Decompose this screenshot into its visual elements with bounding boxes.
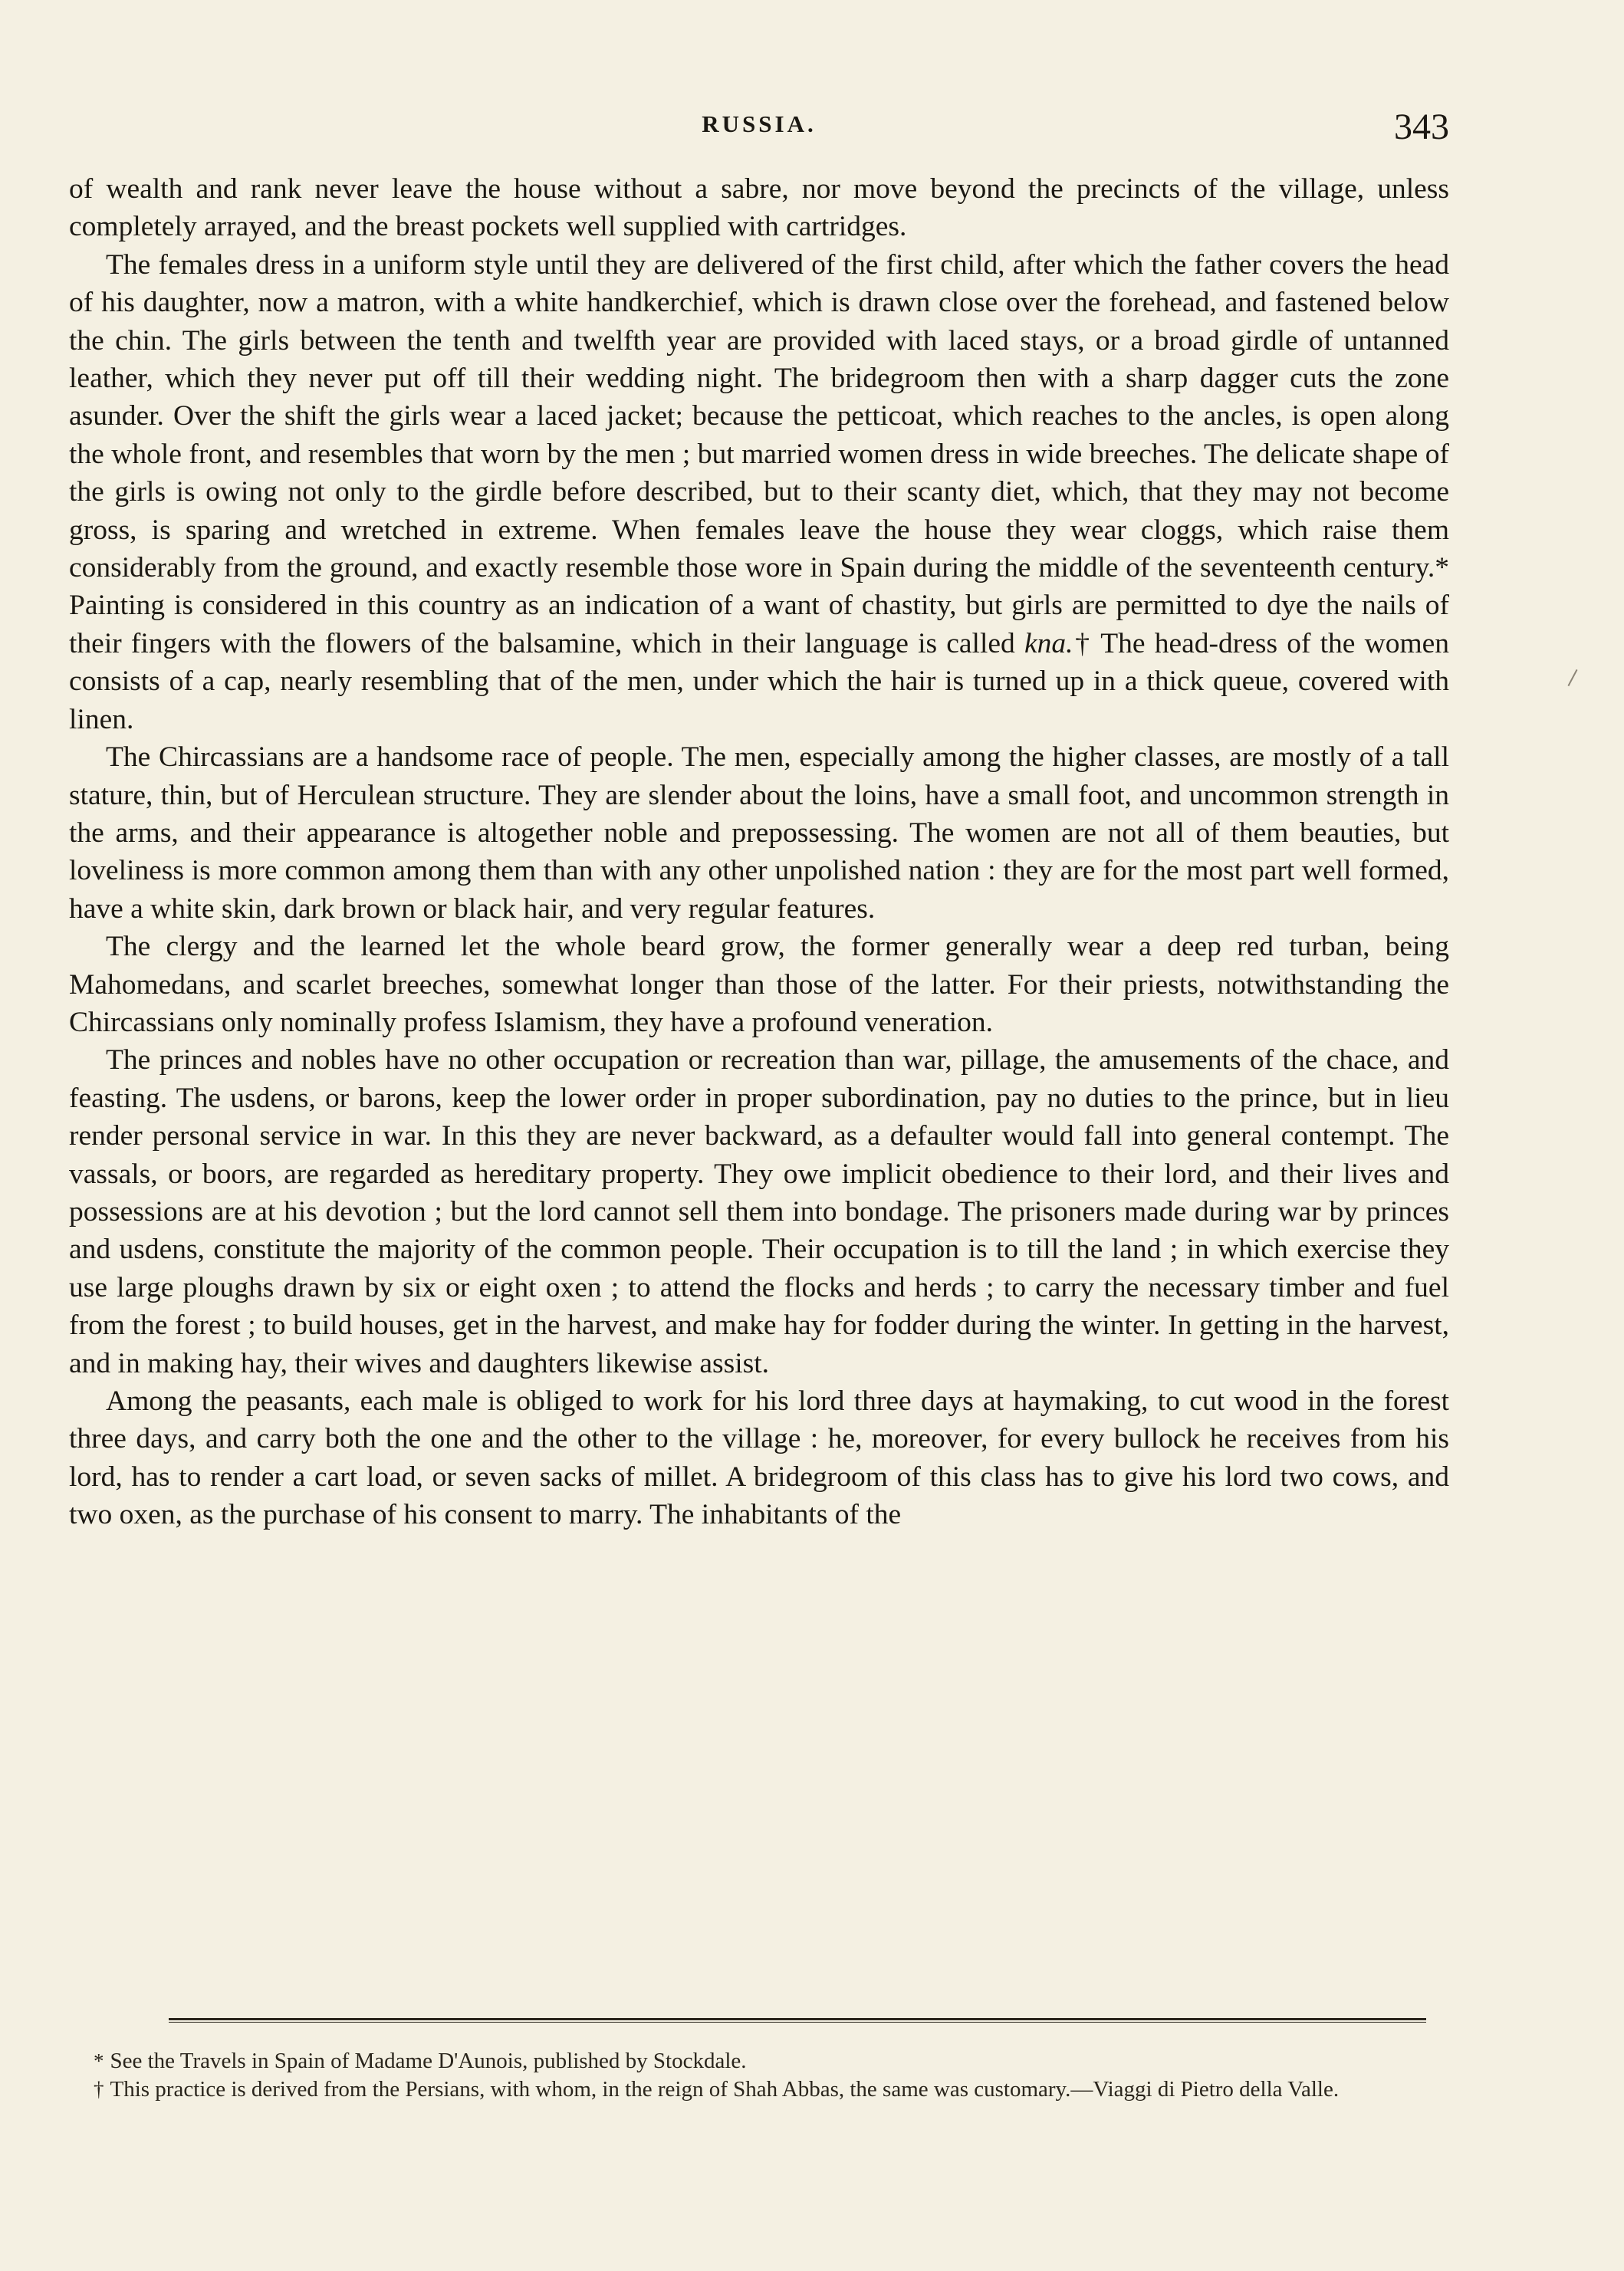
italic-term: kna. [1024, 627, 1073, 659]
stray-pencil-mark [1567, 669, 1577, 686]
paragraph: Among the peasants, each male is obliged to work for his lord three days at haymaking, to cut wood in the forest three days, and carry both the one and the other to the village : he, moreover, for every bullock he receives from his lord, has to render a cart load, or seven sacks of millet. A bridegroom of this class has to give his lord two cows, and two oxen, as the purchase of his consent to marry. The inhabitants of the [69, 1385, 1449, 1531]
running-head-title: RUSSIA. [702, 110, 817, 137]
paragraph: The clergy and the learned let the whole beard grow, the former generally wear a deep red turban, being Mahomedans, and scarlet breeches, somewhat longer than those of the latter. For their priests, notwithstanding the Chircassians only nominally profess Islamism, they have a profound veneration. [69, 931, 1449, 1038]
footnote [69, 2047, 1449, 2075]
footnote-mark: * [94, 2049, 104, 2072]
paragraph: of wealth and rank never leave the house without a sabre, nor move beyond the precincts of the village, unless completely arrayed, and the breast pockets well supplied with cartridges. [69, 173, 1449, 243]
page-number: 343 [1394, 107, 1449, 147]
book-page [69, 0, 1449, 2271]
footnotes [69, 2047, 1449, 2104]
body-text [69, 170, 1449, 1534]
running-head [69, 106, 1449, 152]
footnote [69, 2075, 1449, 2104]
footnote-text: This practice is derived from the Persians, with whom, in the reign of Shah Abbas, the same was customary.—Viaggi di Pietro della Valle. [110, 2077, 1340, 2102]
footnote-mark: † [94, 2078, 104, 2101]
paragraph [69, 246, 1449, 738]
footnote-text: See the Travels in Spain of Madame D'Aunois, published by Stockdale. [110, 2049, 747, 2073]
footnote-rule [169, 2018, 1426, 2023]
paragraph: The Chircassians are a handsome race of people. The men, especially among the higher classes, are mostly of a tall stature, thin, but of Herculean structure. They are slender about the loins, have a small foot, and uncommon strength in the arms, and their appearance is altogether noble and prepossessing. The women are not all of them beauties, but loveliness is more common among them than with any other unpolished nation : they are for the most part well formed, have a white skin, dark brown or black hair, and very regular features. [69, 741, 1449, 925]
paragraph: The princes and nobles have no other occupation or recreation than war, pillage, the amusements of the chace, and feasting. The usdens, or barons, keep the lower order in proper subordination, pay no duties to the prince, but in lieu render personal service in war. In this they are never backward, as a defaulter would fall into general contempt. The vassals, or boors, are regarded as hereditary property. They owe implicit obedience to their lord, and their lives and possessions are at his devotion ; but the lord cannot sell them into bondage. The prisoners made during war by princes and usdens, constitute the majority of the common people. Their occupation is to till the land ; in which exercise they use large ploughs drawn by six or eight oxen ; to attend the flocks and herds ; to carry the necessary timber and fuel from the forest ; to build houses, get in the harvest, and make hay for fodder during the winter. In getting in the harvest, and in making hay, their wives and daughters likewise assist. [69, 1044, 1449, 1379]
paragraph-text: The females dress in a uniform style until they are delivered of the first child, after which the father covers the head of his daughter, now a matron, with a white handkerchief, which is drawn close over the forehead, and fastened below the chin. The girls between the tenth and twelfth year are provided with laced stays, or a broad girdle of untanned leather, which they never put off till their wedding night. The bridegroom then with a sharp dagger cuts the zone asunder. Over the shift the girls wear a laced jacket; because the petticoat, which reaches to the ancles, is open along the whole front, and resembles that worn by the men ; but married women dress in wide breeches. The delicate shape of the girls is owing not only to the girdle before described, but to their scanty diet, which, that they may not become gross, is sparing and wretched in extreme. When females leave the house they wear cloggs, which raise them considerably from the ground, and exactly resemble those wore in Spain during the middle of the seventeenth century.* Painting is considered in this country as an indication of a want of chastity, but girls are permitted to dye the nails of their fingers with the flowers of the balsamine, which in their language is called [69, 248, 1449, 659]
paragraph-text: † The head-dress of the women consists of a cap, nearly resembling that of the men, under which the hair is turned up in a thick queue, covered with linen. [69, 627, 1450, 735]
